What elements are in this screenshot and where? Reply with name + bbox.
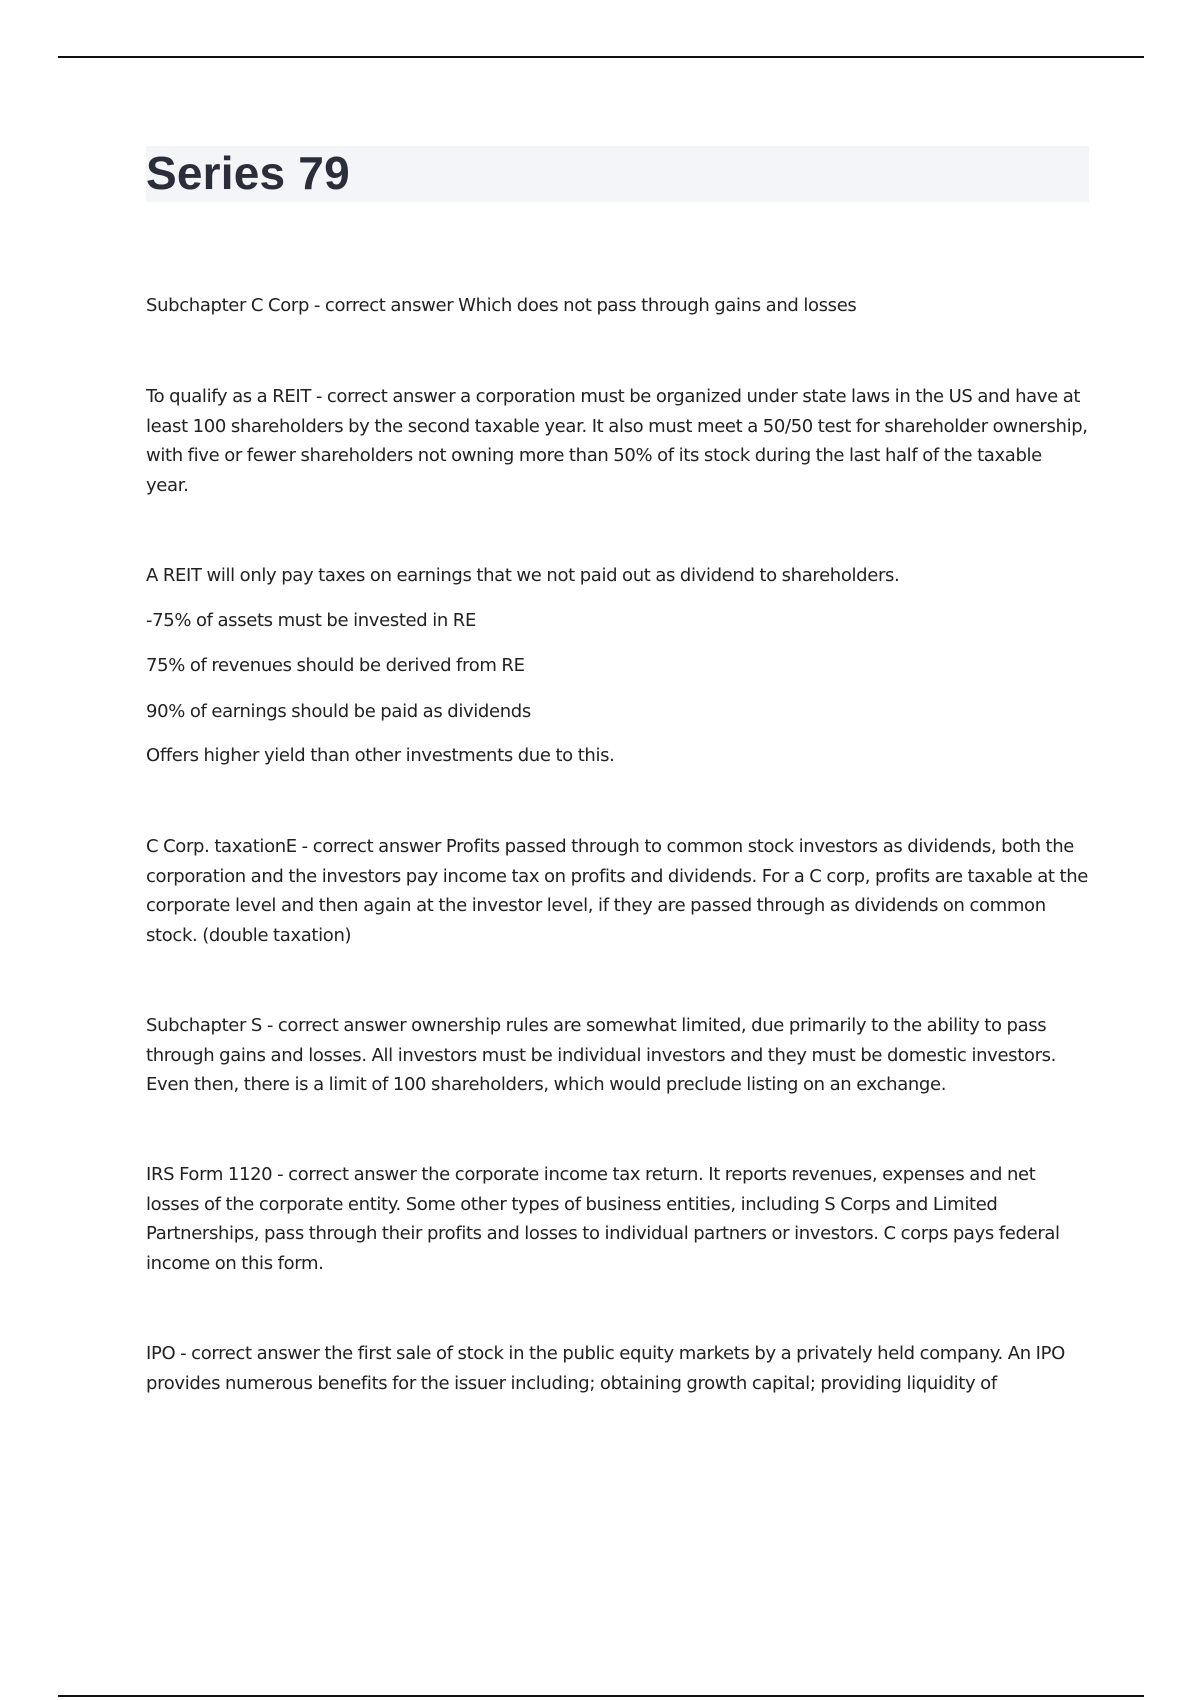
entry-reit-revenues: 75% of revenues should be derived from RE xyxy=(146,655,525,676)
entry-reit-assets: -75% of assets must be invested in RE xyxy=(146,610,476,631)
entry-subchapter-c: Subchapter C Corp - correct answer Which does not pass through gains and losses xyxy=(146,295,857,316)
entry-subchapter-s: Subchapter S - correct answer ownership rules are somewhat limited, due primarily to the ability to pass through gains and losses. All investors must be individual investors and they must be domestic investors. Even then, there is a limit of 100 shareholders, which would preclude listing on an exchange. xyxy=(146,1015,1057,1095)
entry-reit-taxes: A REIT will only pay taxes on earnings that we not paid out as dividend to shareholders. xyxy=(146,565,900,586)
entry-c-corp-taxation: C Corp. taxationE - correct answer Profits passed through to common stock investors as dividends, both the corporation and the investors pay income tax on profits and dividends. For a C corp, profits are taxable at the corporate level and then again at the investor level, if they are passed through as dividends on common stock. (double taxation) xyxy=(146,836,1088,946)
bottom-rule xyxy=(58,1695,1144,1697)
entry-ipo: IPO - correct answer the first sale of stock in the public equity markets by a privately held company. An IPO provides numerous benefits for the issuer including; obtaining growth capital; providing liquidity of xyxy=(146,1343,1065,1394)
top-rule xyxy=(58,56,1144,58)
page-title: Series 79 xyxy=(146,147,350,199)
entry-irs-form-1120: IRS Form 1120 - correct answer the corporate income tax return. It reports revenues, expenses and net losses of the corporate entity. Some other types of business entities, including S Corps and Limited Partnerships, pass through their profits and losses to individual partners or investors. C corps pays federal income on this form. xyxy=(146,1164,1060,1274)
entry-reit-dividends: 90% of earnings should be paid as dividends xyxy=(146,701,531,722)
entry-reit-qualify: To qualify as a REIT - correct answer a corporation must be organized under state laws in the US and have at least 100 shareholders by the second taxable year. It also must meet a 50/50 test for shareholder ownership, with five or fewer shareholders not owning more than 50% of its stock during the last half of the taxable year. xyxy=(146,386,1088,496)
entry-reit-yield: Offers higher yield than other investments due to this. xyxy=(146,745,615,766)
